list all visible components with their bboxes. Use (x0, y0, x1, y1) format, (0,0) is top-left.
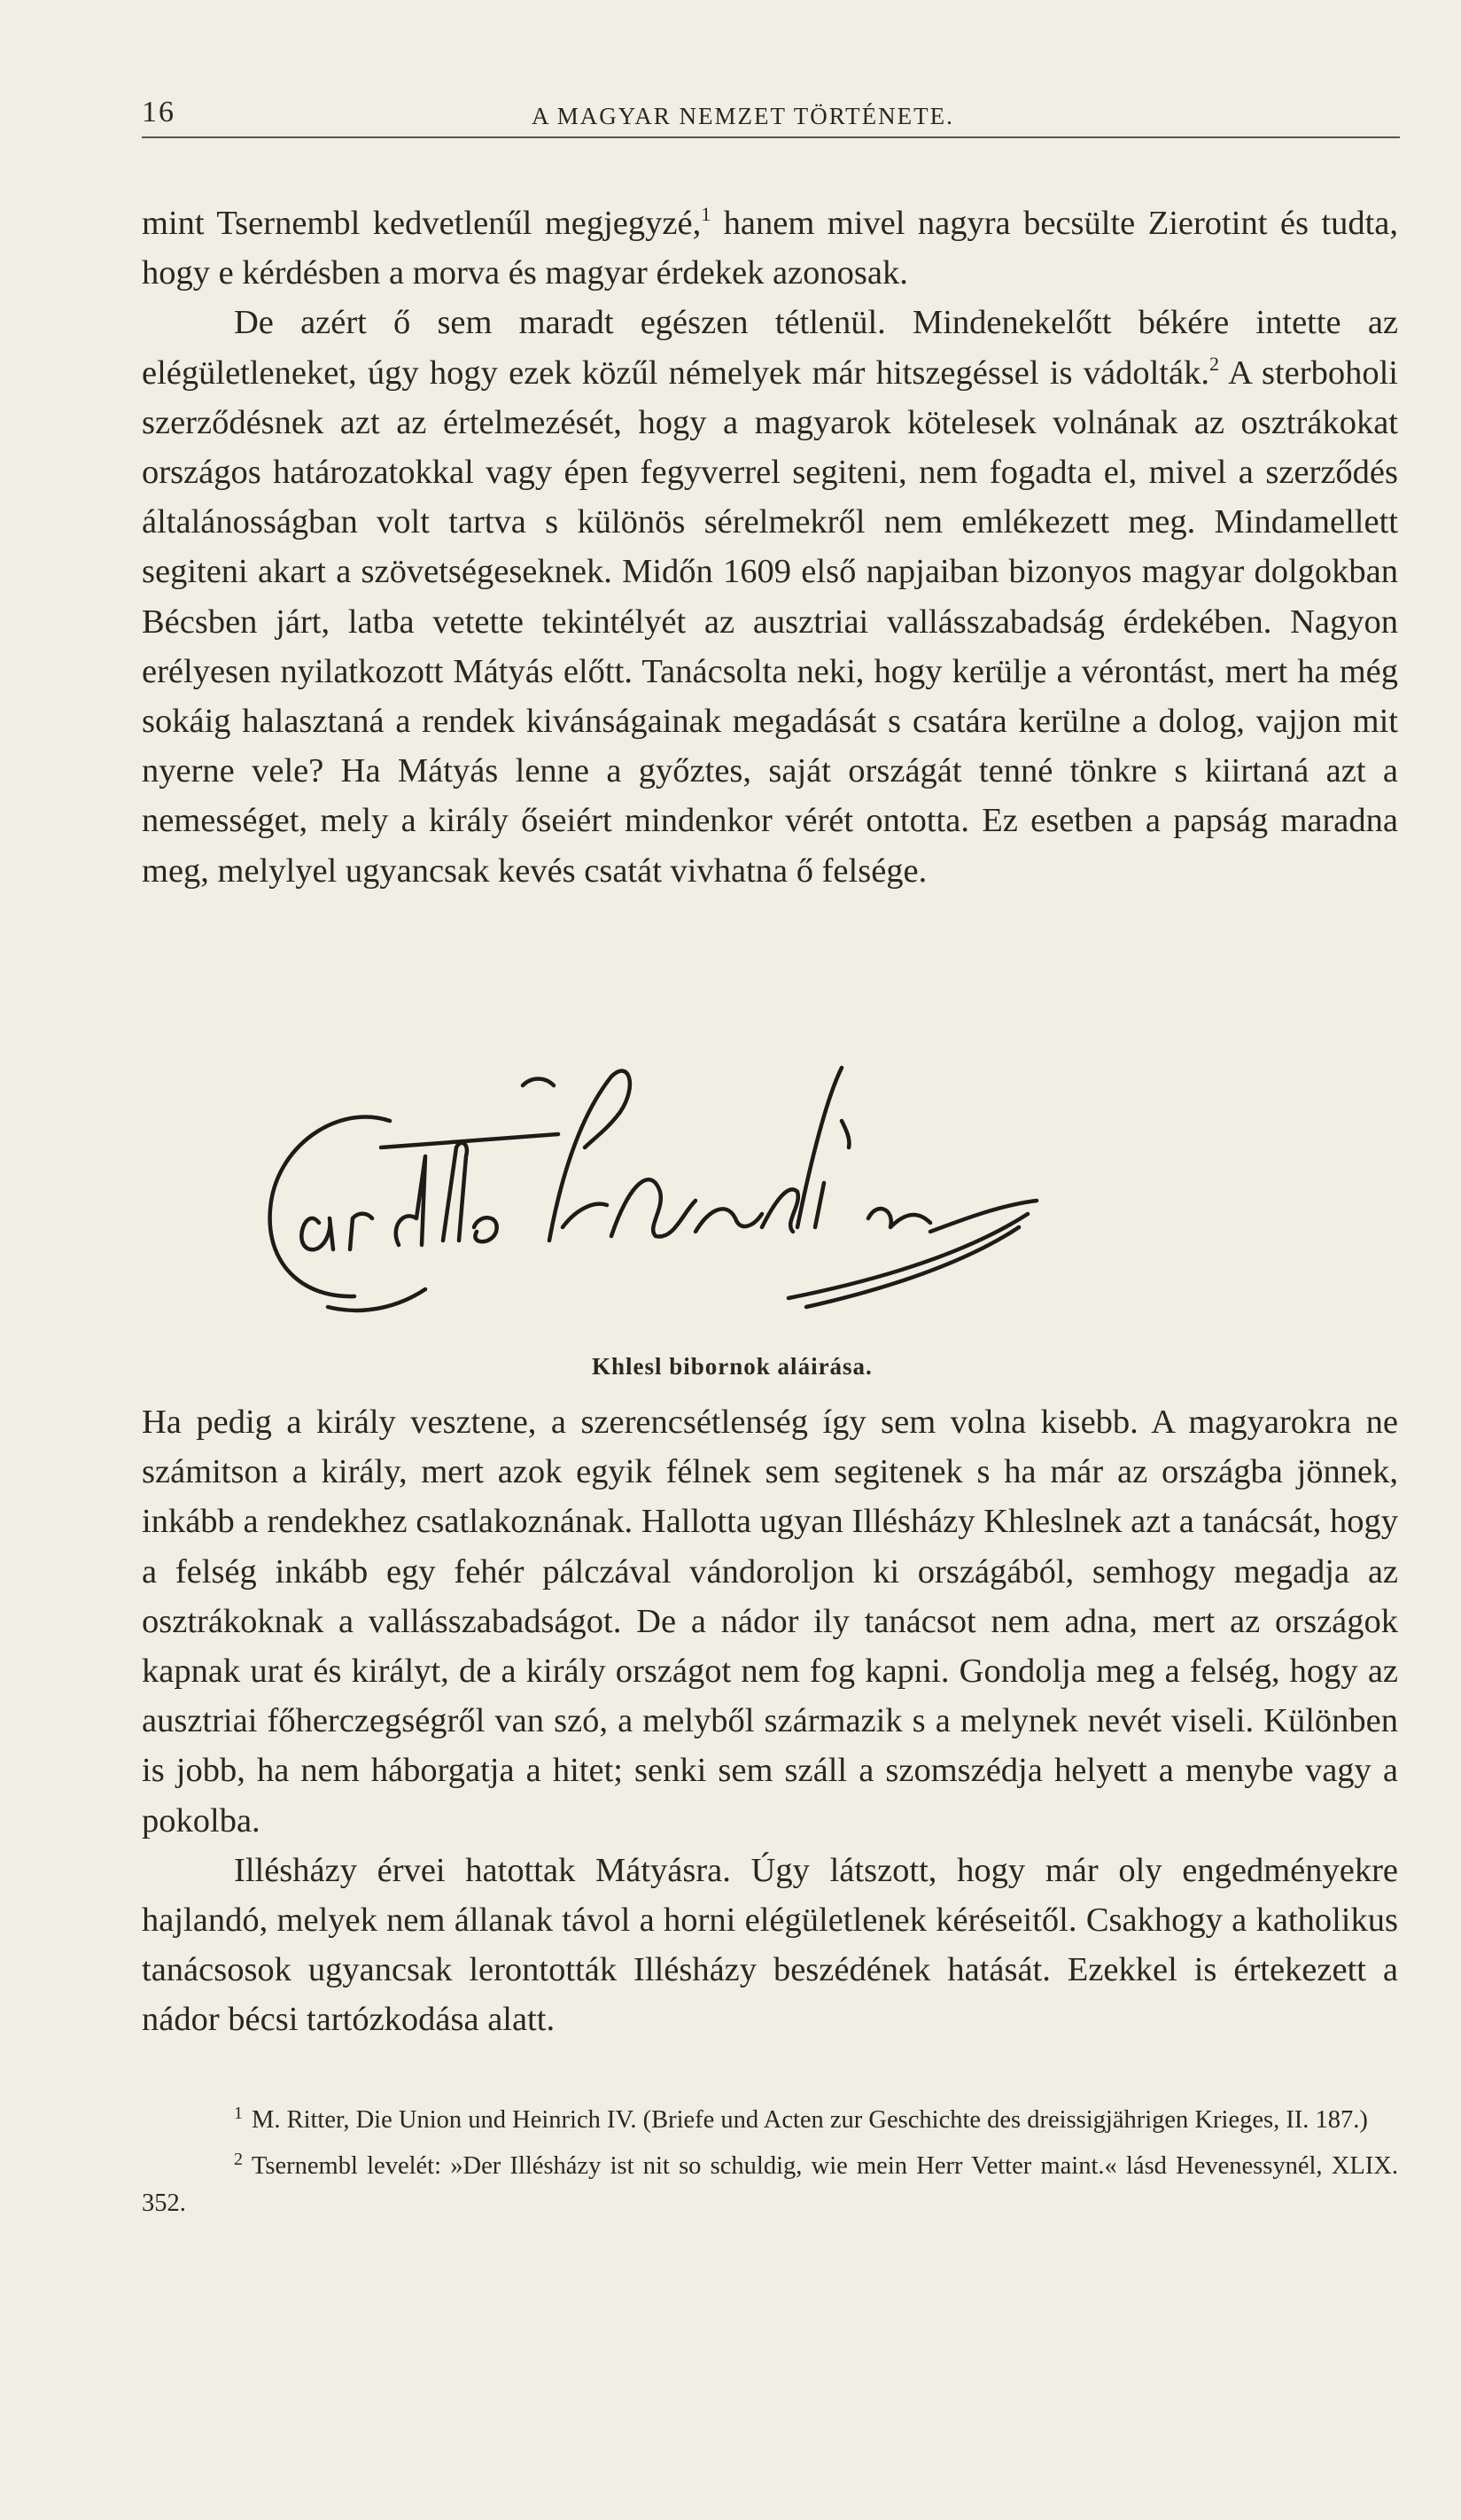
body-text-top (142, 198, 1398, 896)
footnote-text: M. Ritter, Die Union und Heinrich IV. (Briefe und Acten zur Geschichte des dreissigjährigen Krieges, II. 187.) (252, 2106, 1368, 2134)
paragraph-text: De azért ő sem maradt egészen tétlenül. Mindenekelőtt békére intette az elégületleneket, úgy hogy ezek közűl némelyek már hitszegéssel is vádolták. (142, 304, 1398, 392)
footnote-mark: 1 (234, 2104, 243, 2123)
paragraph-4: Illésházy érvei hatottak Mátyásra. Úgy látszott, hogy már oly engedményekre hajlandó, melyek nem állanak távol a horni elégületlenek kéréseitől. Csakhogy a katholikus tanácsosok ugyancsak lerontották Illésházy beszédének hatását. Ezekkel is értekezett a nádor bécsi tartózkodása alatt. (142, 1851, 1398, 2039)
paragraph-text: mint Tsernembl kedvetlenűl megjegyzé, (142, 205, 702, 242)
paragraph-2 (142, 298, 1398, 895)
signature-caption: Khlesl bibornok aláirása. (592, 1353, 873, 1380)
footnote-2 (142, 2148, 1398, 2222)
paragraph-text: hanem mivel nagyra becsülte Zierotint és tudta, hogy e kérdésben a morva és magyar érdekek azonosak. (142, 205, 1398, 292)
paragraph-3: Ha pedig a király vesztene, a szerencsétlenség így sem volna kisebb. A magyarokra ne számitson a király, mert azok egyik félnek sem segitenek s ha már az országba jönnek, inkább a rendekhez csatlakoznának. Hallotta ugyan Illésházy Khleslnek azt a tanácsát, hogy a felség inkább egy fehér pálczával vándoroljon ki országából, semhogy megadja az osztrákoknak a vallásszabadságot. De a nádor ily tanácsot nem adna, mert az országok kapnak urat és királyt, de a király országot nem fog kapni. Gondolja meg a felség, hogy az ausztriai főherczegségről van szó, a melyből származik s a melynek nevét viseli. Különben is jobb, ha nem háborgatja a hitet; senki sem száll a szomszédja helyett a menybe vagy a pokolba. (142, 1404, 1398, 1839)
running-title: A MAGYAR NEMZET TÖRTÉNETE. (532, 103, 954, 129)
footnote-text: Tsernembl levelét: »Der Illésházy ist nit so schuldig, wie mein Herr Vetter maint.« lásd Hevenessynél, XLIX. 352. (142, 2152, 1398, 2217)
page-header (142, 96, 1400, 138)
body-text-bottom (142, 1397, 1398, 2045)
paragraph-text: A sterboholi szerződésnek azt az értelmezését, hogy a magyarok kötelesek volnának az osztrákokat országos határozatokkal vagy épen fegyverrel segiteni, nem fogadta el, mivel a szerződés általánosságban volt tartva s különös sérelmekről nem emlékezett meg. Mindamellett segiteni akart a szövetségeseknek. Midőn 1609 első napjaiban bizonyos magyar dolgokban Bécsben járt, latba vetette tekintélyét az ausztriai vallásszabadság érdekében. Nagyon erélyesen nyilatkozott Mátyás előtt. Tanácsolta neki, hogy kerülje a vérontást, mert ha még sokáig halasztaná a rendek kivánságainak megadását s csatára kerülne a dolog, vajjon mit nyerne vele? Ha Mátyás lenne a győztes, saját országát tenné tönkre s kiirtaná azt a nemességet, mely a király őseiért mindenkor vérét ontotta. Ez esetben a papság maradna meg, melylyel ugyancsak kevés csatát vivhatna ő felsége. (142, 354, 1398, 890)
signature-drawing (257, 1050, 1249, 1351)
footnote-ref-2: 2 (1208, 352, 1219, 375)
paragraph-1 (142, 198, 1398, 298)
footnote-mark: 2 (234, 2150, 243, 2169)
footnote-ref-1: 1 (701, 203, 711, 225)
footnotes (142, 2102, 1398, 2231)
page-number: 16 (142, 96, 175, 128)
signature-image (257, 1050, 1249, 1351)
footnote-1 (142, 2102, 1398, 2139)
